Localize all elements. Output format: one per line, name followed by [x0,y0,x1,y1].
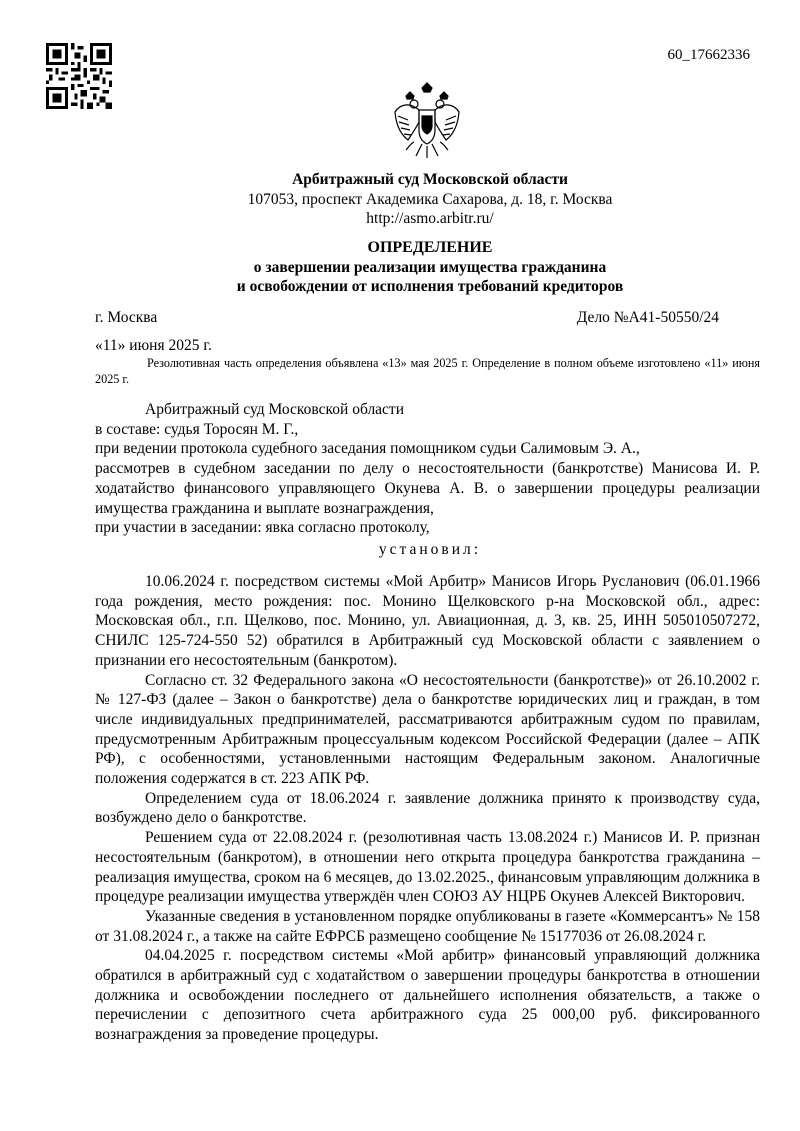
paragraph: Согласно ст. 32 Федерального закона «О несостоятельности (банкротстве)» от 26.10.2002 г. № 127-ФЗ (далее – Закон о банкротстве) дела о банкротстве юридических лиц и граждан, в том числе индивидуальных предпринимателей, рассматриваются арбитражным судом по правилам, предусмотренным Арбитражным процессуальным кодексом Российской Федерации (далее – АПК РФ), с особенностями, установленными настоящим Федеральным законом. Аналогичные положения содержатся в ст. 223 АПК РФ. [95,671,760,788]
paragraph: 04.04.2025 г. посредством системы «Мой арбитр» финансовый управляющий должника обратился в арбитражный суд с ходатайством о завершении процедуры банкротства в отношении должника и освобождении последнего от дальнейшего исполнения обязательств, а также о перечислении с депозитного счета арбитражного суда 25 000,00 руб. фиксированного вознаграждения за проведение процедуры. [95,947,760,1044]
document-id: 60_17662336 [667,47,750,63]
court-website: http://asmo.arbitr.ru/ [366,210,494,227]
coat-of-arms-icon [392,82,462,160]
intro-considered: рассмотрев в судебном заседании по делу о несостоятельности (банкротстве) Манисова И. Р. ходатайство финансового управляющего Окунева А. В. о завершении процедуры реализации имущества гражданина и выплате вознаграждения, [95,460,760,517]
intro-participation: при участии в заседании: явка согласно протоколу, [95,519,430,537]
document-title [0,238,800,297]
case-number: Дело №А41-50550/24 [576,309,719,326]
court-name: Арбитражный суд Московской области [292,171,568,188]
court-header [0,170,800,229]
city: г. Москва [95,309,158,326]
intro-block [95,400,760,538]
paragraph: Решением суда от 22.08.2024 г. (резолютивная часть 13.08.2024 г.) Манисов И. Р. признан несостоятельным (банкротом), в отношении него открыта процедура банкротства гражданина – реализация имущества, сроком на 6 месяцев, до 13.02.2025., финансовым управляющим должника в процедуре реализации имущества утверждён член СОЮЗ АУ НЦРБ Окунев Алексей Викторович. [95,829,760,906]
resolution-note: Резолютивная часть определения объявлена «13» мая 2025 г. Определение в полном объеме изготовлено «11» июня 2025 г. [95,356,760,386]
section-heading: установил: [378,541,482,558]
title-main: ОПРЕДЕЛЕНИЕ [367,239,493,256]
document-date: «11» июня 2025 г. [95,337,212,354]
intro-court: Арбитражный суд Московской области [145,401,405,418]
main-text [95,572,760,1045]
qr-code-icon [46,43,112,109]
court-address: 107053, проспект Академика Сахарова, д. 18, г. Москва [247,190,613,208]
paragraph: Указанные сведения в установленном порядке опубликованы в газете «Коммерсантъ» № 158 от 31.08.2024 г., а также на сайте ЕФРСБ размещено сообщение № 15177036 от 26.08.2024 г. [95,907,760,945]
paragraph: Определением суда от 18.06.2024 г. заявление должника принято к производству суда, возбуждено дело о банкротстве. [95,789,760,827]
title-subtitle-line2: и освобождении от исполнения требований кредиторов [236,278,624,295]
paragraph: 10.06.2024 г. посредством системы «Мой Арбитр» Манисов Игорь Русланович (06.01.1966 года рождения, место рождения: пос. Монино Щелковского р-на Московской обл., адрес: Московская обл., г.п. Щелково, пос. Монино, ул. Авиационная, д. 3, кв. 25, ИНН 505010507272, СНИЛС 125-724-550 52) обратился в Арбитражный суд Московской области с заявлением о признании его несостоятельным (банкротом). [95,573,760,669]
intro-protocol: при ведении протокола судебного заседания помощником судьи Салимовым Э. А., [95,440,640,458]
intro-composition: в составе: судья Торосян М. Г., [95,420,299,438]
title-subtitle-line1: о завершении реализации имущества гражданина [253,258,607,276]
